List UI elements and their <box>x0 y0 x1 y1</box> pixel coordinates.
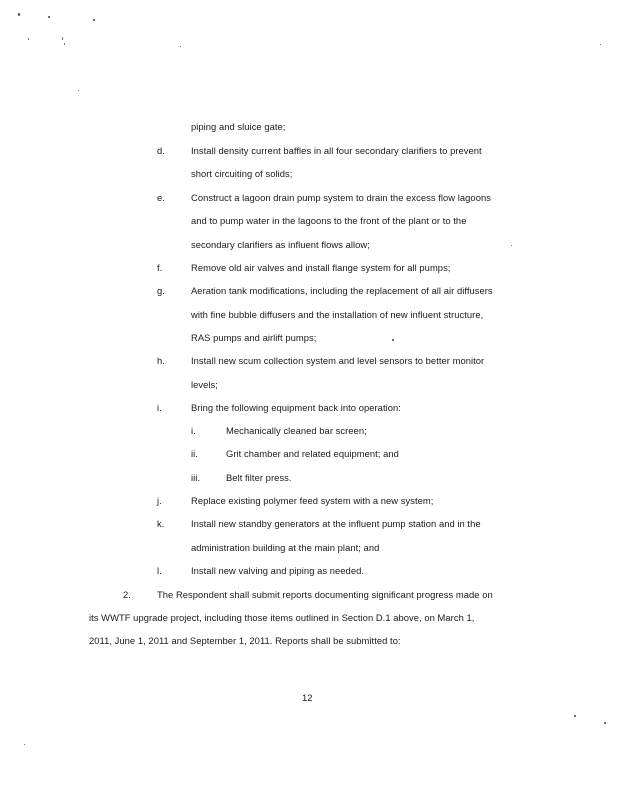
item-g-line: with fine bubble diffusers and the installation of new influent structure, <box>191 309 484 320</box>
item-d-line: short circuiting of solids; <box>191 168 293 179</box>
item-letter-j: j. <box>157 495 162 506</box>
scan-speck <box>64 43 65 45</box>
subitem-numeral: i. <box>191 425 196 436</box>
item-e-line: Construct a lagoon drain pump system to drain the excess flow lagoons <box>191 192 491 203</box>
item-letter-f: f. <box>157 262 163 273</box>
scan-speck <box>93 19 95 21</box>
item-f-line: Remove old air valves and install flange system for all pumps; <box>191 262 451 273</box>
item-e-line: and to pump water in the lagoons to the front of the plant or to the <box>191 215 467 226</box>
paragraph-line: its WWTF upgrade project, including those items outlined in Section D.1 above, on March 1, <box>89 612 475 623</box>
item-e-line: secondary clarifiers as influent flows allow; <box>191 239 370 250</box>
scan-speck <box>24 744 25 745</box>
item-letter-i: i. <box>157 402 162 413</box>
paragraph-line: 2011, June 1, 2011 and September 1, 2011. Reports shall be submitted to: <box>89 635 401 646</box>
scan-speck <box>600 44 601 45</box>
item-g-line: Aeration tank modifications, including the replacement of all air diffusers <box>191 285 493 296</box>
scan-speck <box>18 13 20 16</box>
paragraph-number: 2. <box>123 589 131 600</box>
paragraph-first-line: The Respondent shall submit reports documenting significant progress made on <box>157 589 493 600</box>
scan-speck <box>78 90 79 91</box>
subitem-text: Belt filter press. <box>226 472 292 483</box>
item-i-line: Bring the following equipment back into operation: <box>191 402 401 413</box>
subitem-numeral: ii. <box>191 448 198 459</box>
item-h-line: levels; <box>191 379 218 390</box>
subitem-numeral: iii. <box>191 472 201 483</box>
scan-speck <box>48 16 50 18</box>
item-l-line: Install new valving and piping as needed. <box>191 565 365 576</box>
scan-speck <box>28 38 29 40</box>
item-letter-h: h. <box>157 355 165 366</box>
scan-speck <box>574 715 576 717</box>
scan-speck <box>511 245 512 246</box>
item-letter-l: l. <box>157 565 162 576</box>
item-d-line: Install density current baffles in all four secondary clarifiers to prevent <box>191 145 482 156</box>
subitem-text: Grit chamber and related equipment; and <box>226 448 399 459</box>
item-k-line: Install new standby generators at the influent pump station and in the <box>191 518 481 529</box>
item-j-line: Replace existing polymer feed system with a new system; <box>191 495 434 506</box>
item-letter-d: d. <box>157 145 165 156</box>
continuation-line: piping and sluice gate; <box>191 121 286 132</box>
item-letter-k: k. <box>157 518 165 529</box>
item-k-line: administration building at the main plant; and <box>191 542 380 553</box>
scan-speck <box>392 339 394 341</box>
item-letter-e: e. <box>157 192 165 203</box>
scan-speck <box>604 722 606 724</box>
page-number: 12 <box>302 692 313 703</box>
subitem-text: Mechanically cleaned bar screen; <box>226 425 367 436</box>
item-h-line: Install new scum collection system and level sensors to better monitor <box>191 355 485 366</box>
scan-speck <box>180 46 181 47</box>
item-letter-g: g. <box>157 285 165 296</box>
scan-speck <box>62 37 63 40</box>
item-g-line: RAS pumps and airlift pumps; <box>191 332 317 343</box>
